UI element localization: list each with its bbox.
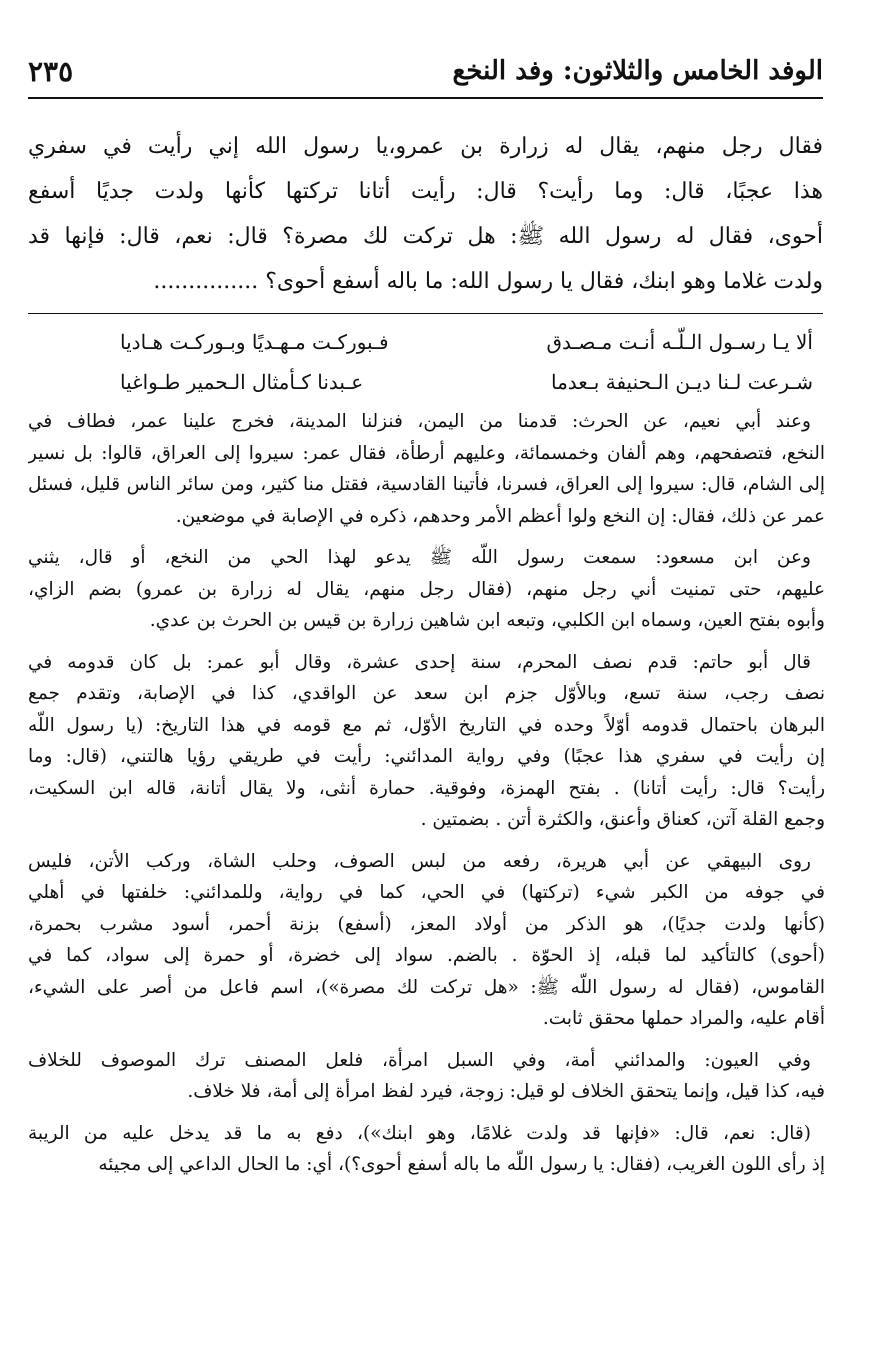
chapter-title: الوفد الخامس والثلاثون: وفد النخع xyxy=(452,56,823,86)
poem-verse xyxy=(120,322,813,362)
commentary-line: إن رأيت في سفري هذا عجبًا) وفي رواية المدائني: رأيت في طريقي رؤيا هالتني، (قال: وما xyxy=(28,746,825,767)
commentary-line: (كأنها ولدت جديًا)، هو الذكر من أولاد المعز، (أسفع) بزنة أحمر، أسود مشرب بحمرة، xyxy=(28,913,825,935)
commentary-line: (أحوى) كالتأكيد لما قبله، إذ الحوّة . بالضم. سواد إلى خضرة، أو حمرة إلى سواد، كما في xyxy=(28,945,825,966)
commentary-line: عليهم، حتى تمنيت أني رجل منهم، (فقال رجل منهم، يقال له زرارة بن عمرو) بضم الزاي، xyxy=(28,578,825,600)
commentary-line: وجمع القلة آتن، كعناق وأعنق، والكثرة أتن . بضمتين . xyxy=(420,809,825,830)
running-header xyxy=(28,48,823,94)
commentary-line: رأيت؟ قال: رأيت أتانا) . بفتح الهمزة، وفوقية. حمارة أنثى، ولا يقال أتانة، قاله ابن السكيت، xyxy=(28,777,825,799)
verse-second-hemistich: عـبدنا كـأمثال الـحمير طـواغيا xyxy=(120,370,364,394)
header-divider xyxy=(28,97,823,99)
commentary-line: النخع، فتصفحهم، وهم ألفان وخمسمائة، وعليهم أرطأة، فقال عمر: سيروا إلى العراق، قالوا: بل نسير xyxy=(28,442,825,464)
commentary-paragraph xyxy=(28,1118,825,1181)
main-line: أحوى، فقال له رسول الله ﷺ: هل تركت لك مصرة؟ قال: نعم، قال: فإنها قد xyxy=(28,224,823,249)
poem-verse xyxy=(120,362,813,402)
commentary-paragraph xyxy=(28,1045,825,1108)
verse-first-hemistich: ألا يـا رسـول الـلّـه أنـت مـصـدق xyxy=(546,330,813,354)
commentary-paragraph xyxy=(28,406,825,532)
main-line: هذا عجبًا، قال: وما رأيت؟ قال: رأيت أتانا تركتها كأنها ولدت جديًا أسفع xyxy=(28,179,823,204)
commentary-line: وعن ابن مسعود: سمعت رسول اللّه ﷺ يدعو لهذا الحي من النخع، أو قال، يثني xyxy=(28,547,811,568)
main-line: فقال رجل منهم، يقال له زرارة بن عمرو،يا رسول الله إني رأيت في سفري xyxy=(28,134,823,159)
commentary-paragraph xyxy=(28,846,825,1035)
commentary-line: وعند أبي نعيم، عن الحرث: قدمنا من اليمن، فنزلنا المدينة، فخرج علينا عمر، فطاف في xyxy=(28,411,811,432)
commentary-paragraph xyxy=(28,647,825,836)
verse-first-hemistich: شـرعت لـنا ديـن الـحنيفة بـعدما xyxy=(550,370,813,394)
commentary-line: إذ رأى اللون الغريب، (فقال: يا رسول اللّه ما باله أسفع أحوى؟)، أي: ما الحال الداعي إلى مجيئه xyxy=(98,1154,825,1175)
commentary-line: وفي العيون: والمدائني أمة، وفي السبل امرأة، فلعل المصنف ترك الموصوف للخلاف xyxy=(28,1049,811,1071)
main-line: ولدت غلاما وهو ابنك، فقال يا رسول الله: ما باله أسفع أحوى؟ ............... xyxy=(153,269,823,294)
commentary-line: أقام عليه، والمراد حملها محقق ثابت. xyxy=(542,1008,825,1029)
commentary-line: نصف رجب، سنة تسع، وبالأوّل جزم ابن سعد عن الواقدي، كذا في الإصابة، وتقدم جمع xyxy=(28,683,825,704)
verse-second-hemistich: فـبوركـت مـهـديًا وبـوركـت هـاديا xyxy=(120,330,389,354)
commentary xyxy=(28,406,825,1191)
commentary-line: إلى الشام، قال: سيروا إلى العراق، فسرنا، فأتينا القادسية، فقتل منا كثير، ومن سائر الناس قليل، فسئل xyxy=(28,474,825,495)
commentary-line: روى البيهقي عن أبي هريرة، رفعه من لبس الصوف، وحلب الشاة، وركب الأتن، فليس xyxy=(28,850,811,872)
commentary-line: البرهان باحتمال قدومه أوّلاً وحده في التاريخ الأوّل، ثم مع قومه في هذا التاريخ: (يا رسول اللّه xyxy=(28,714,825,736)
commentary-line: (قال: نعم، قال: «فإنها قد ولدت غلامًا، وهو ابنك»)، دفع به ما قد يدخل عليه من الريبة xyxy=(28,1122,811,1144)
main-text-divider xyxy=(28,313,823,314)
commentary-paragraph xyxy=(28,542,825,637)
commentary-line: وأبوه بفتح العين، وسماه ابن الكلبي، وتبعه ابن شاهين زرارة بن قيس بن الحرث بن عدي. xyxy=(149,610,825,631)
main-text xyxy=(28,124,823,304)
commentary-line: القاموس، (فقال له رسول اللّه ﷺ: «هل تركت لك مصرة»)، اسم فاعل من أصر على الشيء، xyxy=(28,976,825,998)
page-number: ٢٣٥ xyxy=(28,54,74,88)
commentary-line: في جوفه من الكبر شيء (تركتها) في الحي، كما في رواية، وللمدائني: خلفتها في أهلي xyxy=(28,882,825,903)
commentary-line: قال أبو حاتم: قدم نصف المحرم، سنة إحدى عشرة، وقال أبو عمر: بل كان قدومه في xyxy=(28,651,811,673)
poem xyxy=(120,322,813,402)
commentary-line: فيه، كذا قيل، وإنما يتحقق الخلاف لو قيل: زوجة، فيرد لفظ امرأة إلى أمة، فلا خلاف. xyxy=(187,1081,825,1102)
commentary-line: عمر عن ذلك، فقال: إن النخع ولوا أعظم الأمر وحدهم، ذكره في الإصابة في موضعين. xyxy=(175,505,825,527)
